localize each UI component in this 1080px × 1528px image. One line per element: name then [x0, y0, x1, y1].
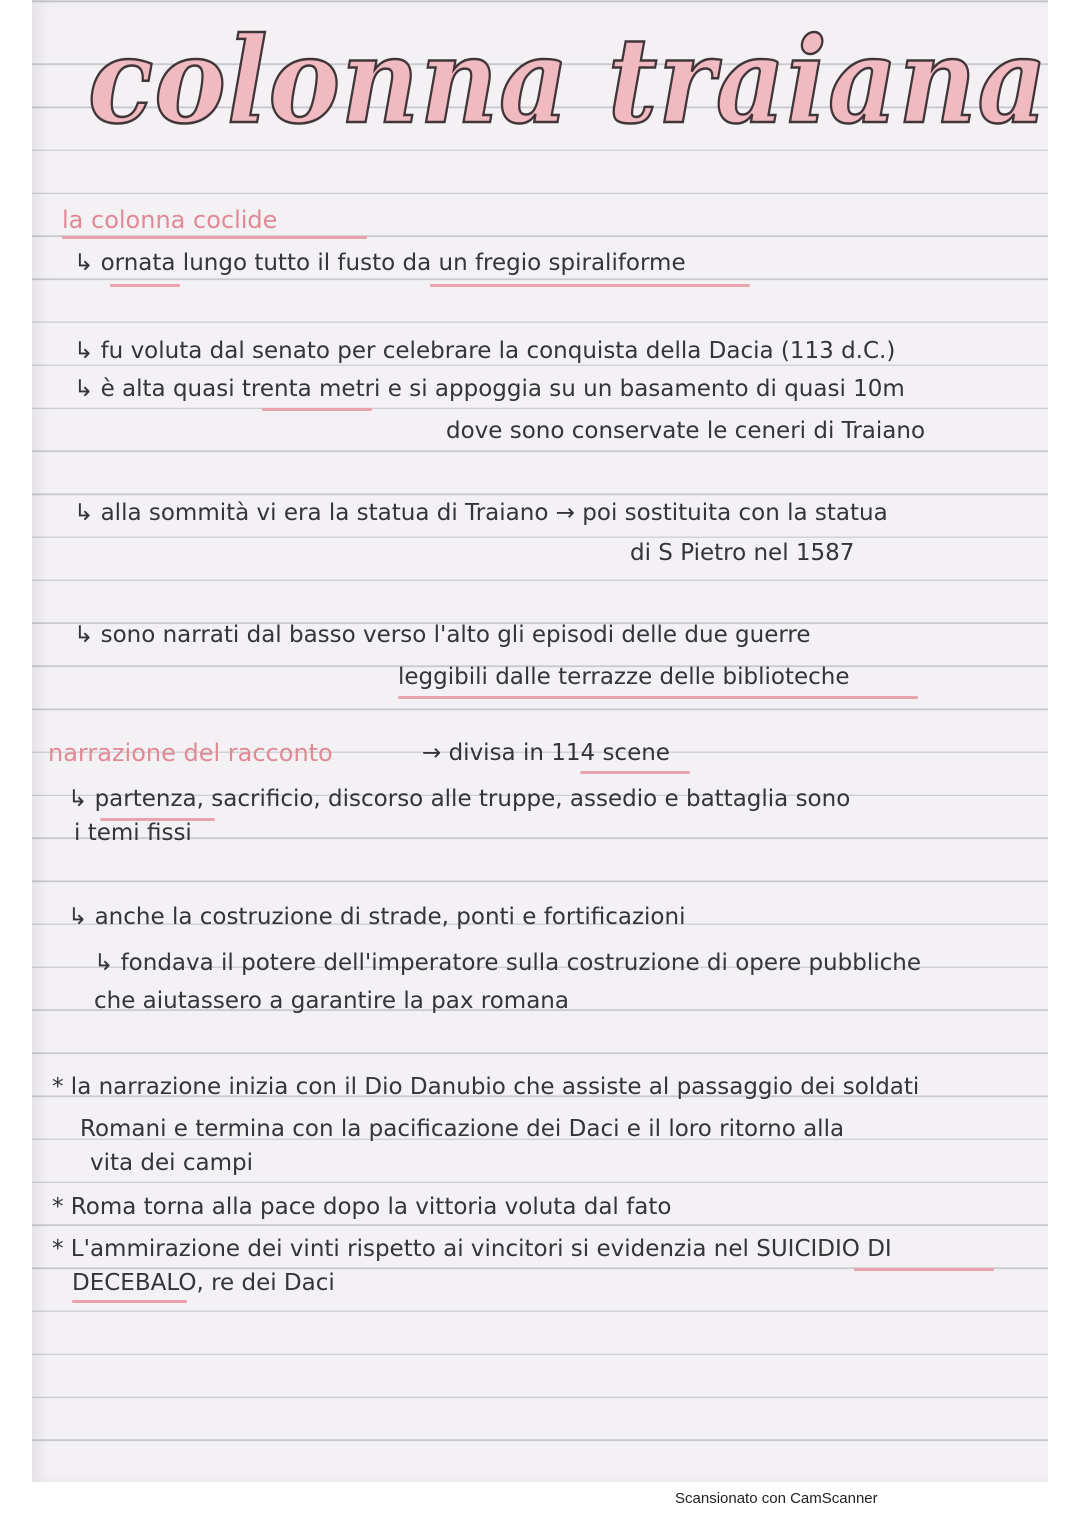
note-line: ↳ è alta quasi trenta metri e si appoggia su un basamento di quasi 10m — [74, 376, 905, 402]
note-line: ↳ anche la costruzione di strade, ponti e fortificazioni — [68, 904, 686, 930]
note-line: * Roma torna alla pace dopo la vittoria voluta dal fato — [52, 1194, 672, 1220]
note-line: i temi fissi — [74, 820, 192, 846]
note-line: ↳ fu voluta dal senato per celebrare la conquista della Dacia (113 d.C.) — [74, 338, 896, 364]
heading-note: → divisa in 114 scene — [422, 740, 670, 766]
highlight-underline — [854, 1268, 994, 1271]
highlight-underline — [110, 284, 180, 287]
highlight-underline — [430, 284, 750, 287]
note-line: ↳ partenza, sacrificio, discorso alle truppe, assedio e battaglia sono — [68, 786, 851, 812]
note-line: vita dei campi — [90, 1150, 254, 1176]
note-line: ↳ fondava il potere dell'imperatore sulla costruzione di opere pubbliche — [94, 950, 921, 976]
highlight-underline — [398, 696, 918, 699]
heading-underline — [62, 236, 367, 239]
scanner-watermark: Scansionato con CamScanner — [675, 1490, 878, 1507]
note-line: di S Pietro nel 1587 — [630, 540, 855, 566]
highlight-underline — [72, 1300, 187, 1303]
section-heading-colonna-coclide: la colonna coclide — [62, 206, 278, 234]
page-title: colonna traiana — [88, 11, 1048, 150]
notebook-page — [32, 0, 1048, 1482]
note-line: leggibili dalle terrazze delle biblioteche — [398, 664, 850, 690]
note-line: * la narrazione inizia con il Dio Danubio che assiste al passaggio dei soldati — [52, 1074, 920, 1100]
note-line: Romani e termina con la pacificazione dei Daci e il loro ritorno alla — [80, 1116, 845, 1142]
note-line: ↳ alla sommità vi era la statua di Traiano → poi sostituita con la statua — [74, 500, 888, 526]
section-heading-narrazione: narrazione del racconto — [48, 739, 333, 767]
highlight-underline — [580, 771, 690, 774]
note-line: DECEBALO, re dei Daci — [72, 1270, 335, 1296]
note-line: dove sono conservate le ceneri di Traiano — [446, 418, 926, 444]
note-line: * L'ammirazione dei vinti rispetto ai vincitori si evidenzia nel SUICIDIO DI — [52, 1236, 892, 1262]
note-line: che aiutassero a garantire la pax romana — [94, 988, 569, 1014]
highlight-underline — [262, 408, 372, 411]
note-line: ↳ sono narrati dal basso verso l'alto gli episodi delle due guerre — [74, 622, 811, 648]
note-line: ↳ ornata lungo tutto il fusto da un fregio spiraliforme — [74, 250, 686, 276]
